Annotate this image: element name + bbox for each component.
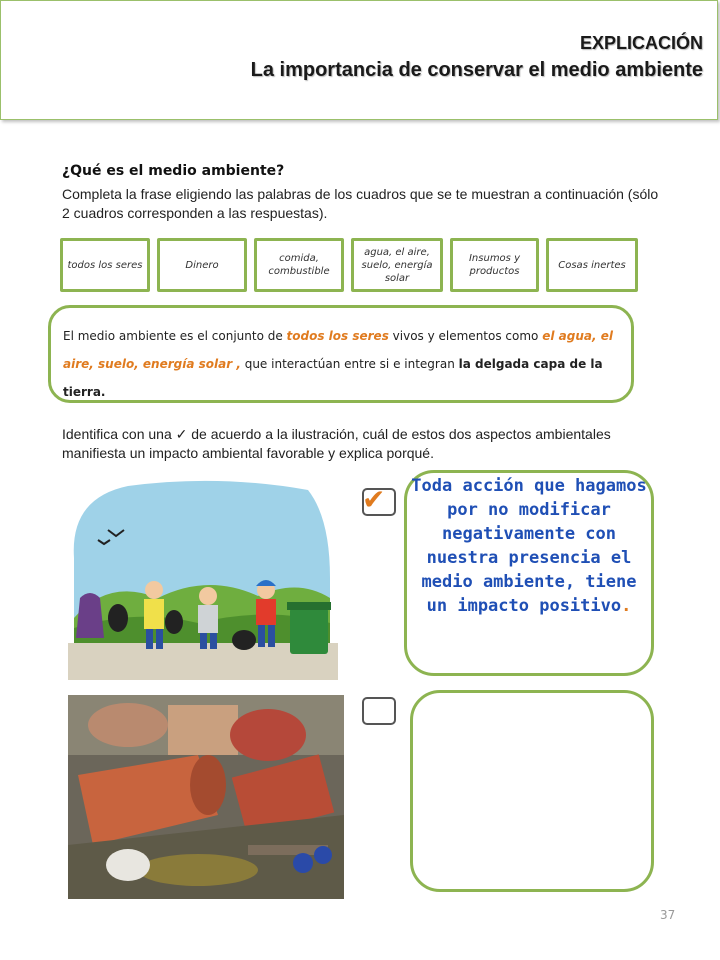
option-box-5: Insumos y productos <box>450 238 539 292</box>
page-title: La importancia de conservar el medio ambiente <box>250 59 703 81</box>
response-text-1: Toda acción que hagamos por no modificar negativamente con nuestra presencia el medio ambiente, tiene un impacto positivo. <box>411 476 647 616</box>
checkbox-unfavorable[interactable] <box>362 697 396 725</box>
answer-text-2: vivos y elementos como <box>388 329 543 343</box>
answer-text-1: El medio ambiente es el conjunto de <box>63 329 287 343</box>
header-kicker: EXPLICACIÓN <box>579 33 703 53</box>
pollution-photo <box>68 695 344 899</box>
header-box <box>0 0 718 120</box>
option-box-1: todos los seres <box>60 238 150 292</box>
option-box-3: comida, combustible <box>254 238 344 292</box>
answer-bold: la delgada capa de la tierra. <box>63 357 603 399</box>
option-box-4: agua, el aire, suelo, energía solar <box>351 238 443 292</box>
answer-text-3: que interactúan entre si e integran <box>240 357 459 371</box>
answer-highlight-2: el agua, el aire, suelo, energía solar , <box>63 329 613 371</box>
answer-highlight-1: todos los seres <box>286 329 389 343</box>
question-title: ¿Qué es el medio ambiente? <box>62 163 285 179</box>
cleanup-illustration <box>68 478 338 680</box>
answer-box <box>48 305 634 403</box>
identify-instruction: Identifica con una ✓ de acuerdo a la ilustración, cuál de estos dos aspectos ambientales manifiesta un impacto ambiental favorable y explica porqué. <box>62 426 611 461</box>
check-mark-icon: ✔ <box>362 484 386 515</box>
response-box-2[interactable] <box>410 690 654 892</box>
page-number: 37 <box>660 908 676 922</box>
option-box-2: Dinero <box>157 238 247 292</box>
instruction-text: Completa la frase eligiendo las palabras de los cuadros que se te muestran a continuación (sólo 2 cuadros corresponden a las respuestas). <box>62 186 659 221</box>
option-box-6: Cosas inertes <box>546 238 638 292</box>
